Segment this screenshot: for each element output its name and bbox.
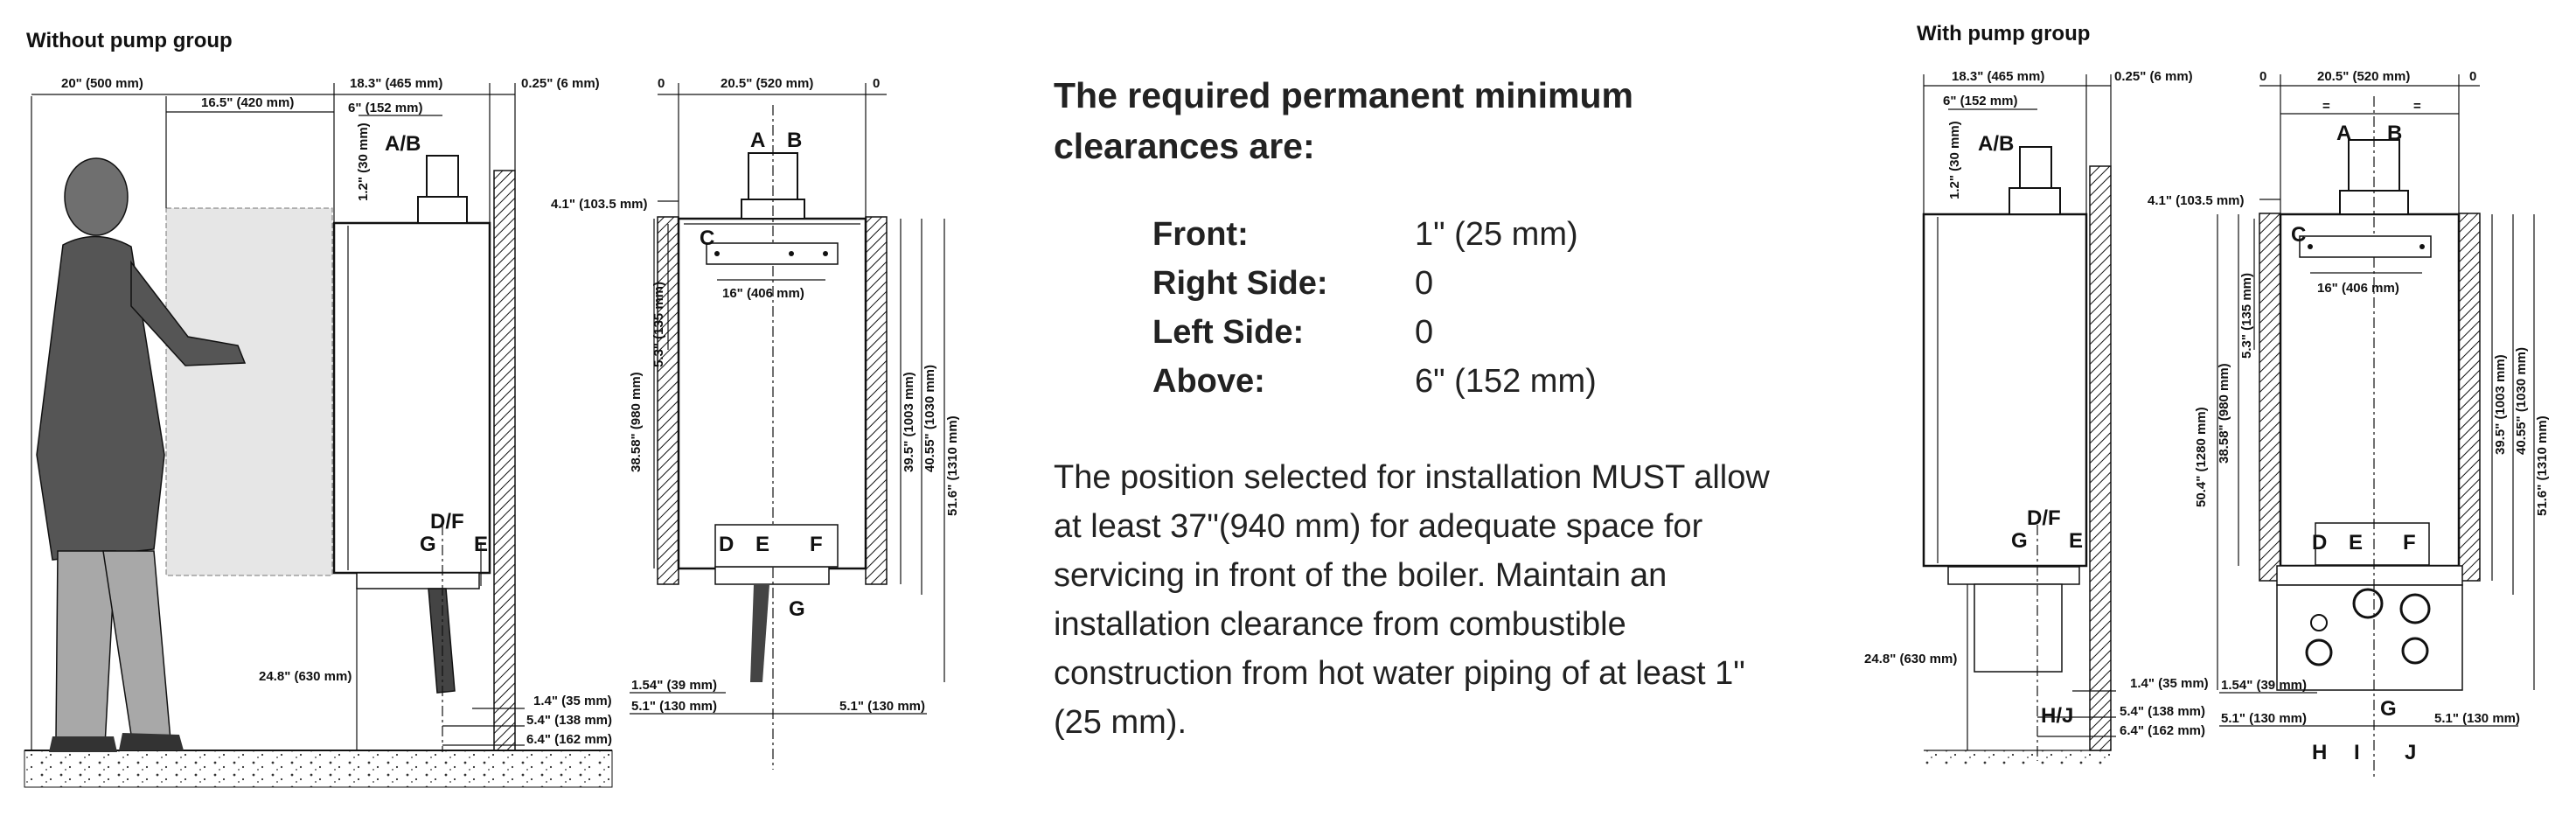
- front-view-without-pump: [551, 76, 960, 770]
- dim-b2: 5.4" (138 mm): [526, 713, 612, 728]
- dim-h3: 40.55" (1030 mm): [922, 364, 937, 472]
- clearance-row: [1152, 259, 1677, 308]
- label-g: G: [2380, 697, 2397, 721]
- label-c: C: [700, 227, 715, 250]
- dim-h4: 51.6" (1310 mm): [945, 415, 960, 516]
- installation-paragraph: The position selected for installation MUST allow at least 37"(940 mm) for adequate space for servicing in front of the boiler. Maintain an installation clearance from combustible construction from hot water piping of at least 1" (25 mm).: [1054, 459, 1770, 741]
- pump-group: [1974, 584, 2062, 672]
- dim-b3: 5.1" (130 mm): [2434, 711, 2520, 726]
- boiler-side: [1924, 214, 2086, 566]
- clearance-label: Front:: [1152, 216, 1249, 253]
- label-e: E: [474, 533, 489, 556]
- dim-b3: 6.4" (162 mm): [2120, 723, 2205, 738]
- label-e: E: [755, 533, 770, 556]
- dim-b1: 1.54" (39 mm): [2221, 678, 2307, 693]
- dim-c-vert: 5.3" (135 mm): [651, 282, 666, 367]
- dim-h2: 39.5" (1003 mm): [2493, 354, 2508, 455]
- dim-b2: 5.1" (130 mm): [2221, 711, 2307, 726]
- dim-eq-right: =: [2413, 99, 2421, 114]
- dim-width: 20.5" (520 mm): [721, 76, 814, 91]
- wall: [494, 171, 515, 750]
- clearance-table: [1152, 210, 1677, 406]
- service-space: [166, 208, 332, 575]
- dim-h2: 39.5" (1003 mm): [902, 372, 916, 472]
- boiler-side: [334, 223, 490, 573]
- label-b: B: [787, 129, 803, 152]
- wall: [2090, 166, 2111, 750]
- label-df: D/F: [430, 510, 464, 534]
- diagram-title: With pump group: [1917, 22, 2091, 45]
- dim-bracket: 16" (406 mm): [722, 286, 804, 301]
- dim-b3: 5.1" (130 mm): [839, 699, 925, 714]
- dim-wall-gap: 0.25" (6 mm): [2114, 69, 2193, 84]
- label-c: C: [2291, 223, 2307, 247]
- dim-floor: 24.8" (630 mm): [1864, 652, 1958, 666]
- dim-h4: 51.6" (1310 mm): [2535, 415, 2550, 516]
- dim-top-vert: 1.2" (30 mm): [1947, 121, 1962, 199]
- clearance-value: 0: [1415, 265, 1434, 302]
- clearance-label: Left Side:: [1152, 314, 1305, 351]
- label-d: D: [2312, 531, 2328, 554]
- dim-b1: 1.4" (35 mm): [2130, 676, 2209, 691]
- dim-person-clear: 20" (500 mm): [61, 76, 143, 91]
- label-a: A: [750, 129, 766, 152]
- dim-b3: 6.4" (162 mm): [526, 732, 612, 747]
- dim-top-gap: 4.1" (103.5 mm): [2148, 193, 2245, 208]
- dim-b2: 5.1" (130 mm): [631, 699, 717, 714]
- dim-bracket: 16" (406 mm): [2317, 281, 2399, 296]
- clearance-label: Above:: [1152, 363, 1265, 400]
- side-view-with-pump: [1864, 22, 2209, 764]
- dim-depth: 18.3" (465 mm): [1952, 69, 2045, 84]
- dim-c-vert: 5.3" (135 mm): [2239, 273, 2254, 359]
- floor: [24, 750, 612, 787]
- dim-zero-left: 0: [2259, 69, 2267, 84]
- label-g: G: [420, 533, 436, 556]
- dim-wall-gap: 0.25" (6 mm): [521, 76, 600, 91]
- dim-h3: 40.55" (1030 mm): [2514, 346, 2529, 455]
- boiler-front: [679, 219, 866, 568]
- dim-h1: 38.58" (980 mm): [629, 372, 644, 472]
- label-h: H: [2312, 741, 2328, 764]
- dim-flue-offset: 6" (152 mm): [1943, 94, 2018, 108]
- dim-front-space: 16.5" (420 mm): [201, 95, 295, 110]
- label-e: E: [2349, 531, 2364, 554]
- right-wall: [866, 217, 887, 584]
- label-df: D/F: [2027, 506, 2061, 530]
- dim-b1: 1.54" (39 mm): [631, 678, 717, 693]
- clearance-label: Right Side:: [1152, 265, 1328, 302]
- label-b: B: [2387, 122, 2403, 145]
- label-f: F: [2403, 531, 2416, 554]
- dim-zero-left: 0: [658, 76, 665, 91]
- clearance-row: [1152, 210, 1677, 259]
- label-d: D: [719, 533, 735, 556]
- clearance-row: [1152, 357, 1677, 406]
- label-ab: A/B: [385, 132, 421, 156]
- label-hj: H/J: [2041, 704, 2074, 728]
- dim-h1: 38.58" (980 mm): [2217, 363, 2231, 464]
- dim-zero-right: 0: [873, 76, 881, 91]
- clearance-value: 1" (25 mm): [1415, 216, 1578, 253]
- label-j: J: [2405, 741, 2417, 764]
- dim-depth: 18.3" (465 mm): [350, 76, 443, 91]
- boiler-front: [2280, 214, 2459, 566]
- clearance-value: 0: [1415, 314, 1434, 351]
- front-view-with-pump: [2148, 69, 2550, 778]
- dim-width: 20.5" (520 mm): [2317, 69, 2411, 84]
- label-ab: A/B: [1978, 132, 2015, 156]
- side-view-without-pump: [24, 29, 612, 787]
- dim-zero-right: 0: [2469, 69, 2477, 84]
- dim-top-vert: 1.2" (30 mm): [356, 122, 371, 201]
- right-wall: [2459, 213, 2480, 581]
- dim-top-gap: 4.1" (103.5 mm): [551, 197, 648, 212]
- clearance-row: [1152, 308, 1677, 357]
- dim-h0: 50.4" (1280 mm): [2194, 407, 2209, 507]
- left-wall: [2259, 213, 2280, 581]
- dim-eq-left: =: [2322, 99, 2330, 114]
- label-e: E: [2069, 529, 2084, 553]
- clearance-value: 6" (152 mm): [1415, 363, 1597, 400]
- dim-b1: 1.4" (35 mm): [533, 694, 612, 708]
- label-g: G: [789, 597, 805, 621]
- dim-floor: 24.8" (630 mm): [259, 669, 352, 684]
- diagram-title: Without pump group: [26, 29, 233, 52]
- dim-flue-offset: 6" (152 mm): [348, 101, 423, 115]
- label-g: G: [2011, 529, 2028, 553]
- label-i: I: [2354, 741, 2360, 764]
- clearance-heading: The required permanent minimum clearances are:: [1054, 75, 1633, 166]
- label-f: F: [810, 533, 823, 556]
- dim-b2: 5.4" (138 mm): [2120, 704, 2205, 719]
- label-a: A: [2336, 122, 2352, 145]
